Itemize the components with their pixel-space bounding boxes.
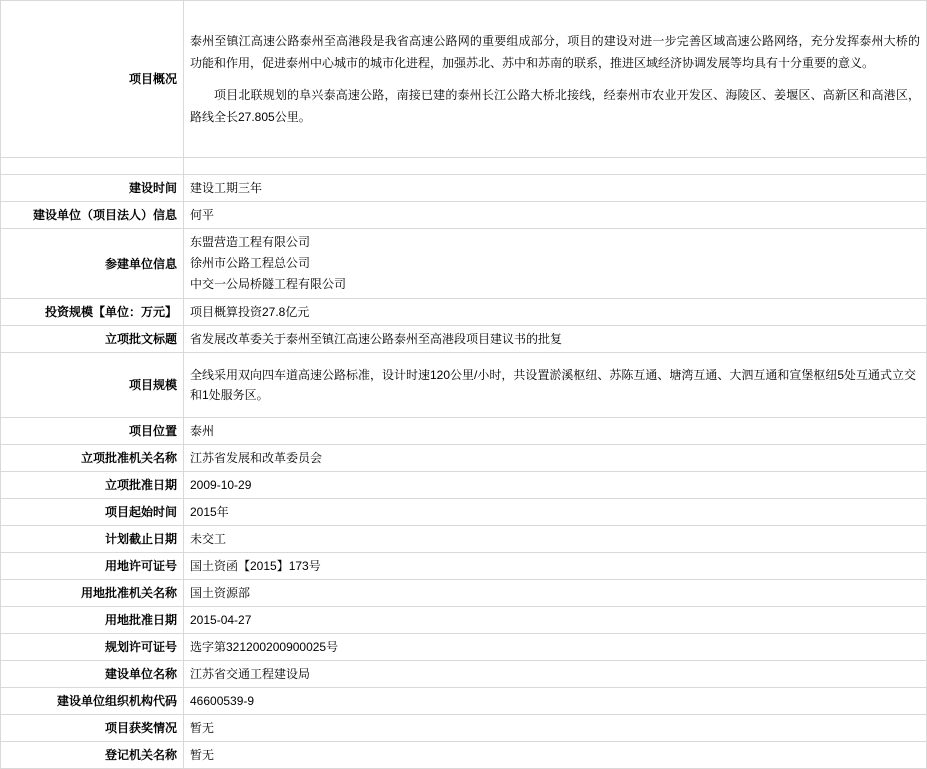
table-row [1, 688, 927, 715]
overview-paragraph-1: 泰州至镇江高速公路泰州至高港段是我省高速公路网的重要组成部分，项目的建设对进一步完善区域高速公路网络，充分发挥泰州大桥的功能和作用，促进泰州中心城市的城市化进程，加强苏北、苏中和苏南的联系，推进区域经济协调发展等均具有十分重要的意义。 [190, 34, 920, 70]
spacer-label-cell [1, 158, 184, 175]
row-label-approval-date: 立项批准日期 [1, 472, 184, 499]
row-label-org-code: 建设单位组织机构代码 [1, 688, 184, 715]
row-value-land-permit-number: 国土资函【2015】173号 [184, 553, 927, 580]
row-label-approval-authority: 立项批准机关名称 [1, 445, 184, 472]
row-value-project-scale: 全线采用双向四车道高速公路标准，设计时速120公里/小时，共设置淤溪枢纽、苏陈互通、塘湾互通、大泗互通和宣堡枢纽5处互通式立交和1处服务区。 [184, 353, 927, 418]
table-row [1, 580, 927, 607]
row-label-planning-permit-number: 规划许可证号 [1, 634, 184, 661]
table-row [1, 526, 927, 553]
table-row [1, 418, 927, 445]
table-row [1, 326, 927, 353]
table-row [1, 634, 927, 661]
row-value-project-start-time: 2015年 [184, 499, 927, 526]
row-value-approval-authority: 江苏省发展和改革委员会 [184, 445, 927, 472]
table-row [1, 229, 927, 299]
row-value-approval-date: 2009-10-29 [184, 472, 927, 499]
table-row [1, 299, 927, 326]
table-row [1, 742, 927, 769]
row-value-approval-doc-title: 省发展改革委关于泰州至镇江高速公路泰州至高港段项目建议书的批复 [184, 326, 927, 353]
table-row [1, 499, 927, 526]
table-row [1, 353, 927, 418]
row-value-org-code: 46600539-9 [184, 688, 927, 715]
row-label-participating-units: 参建单位信息 [1, 229, 184, 299]
participating-unit-line: 中交一公局桥隧工程有限公司 [190, 277, 347, 291]
row-value-participating-units [184, 229, 927, 299]
table-row [1, 175, 927, 202]
row-value-investment-scale: 项目概算投资27.8亿元 [184, 299, 927, 326]
row-value-planned-end-date: 未交工 [184, 526, 927, 553]
row-label-project-location: 项目位置 [1, 418, 184, 445]
row-label-project-scale: 项目规模 [1, 353, 184, 418]
table-row [1, 607, 927, 634]
table-row [1, 661, 927, 688]
row-value-construction-unit-name: 江苏省交通工程建设局 [184, 661, 927, 688]
spacer-row [1, 158, 927, 175]
row-value-project-location: 泰州 [184, 418, 927, 445]
row-label-construction-unit-info: 建设单位（项目法人）信息 [1, 202, 184, 229]
row-value-construction-time: 建设工期三年 [184, 175, 927, 202]
overview-paragraph-2: 项目北联规划的阜兴泰高速公路，南接已建的泰州长江公路大桥北接线，经泰州市农业开发区、海陵区、姜堰区、高新区和高港区，路线全长27.805公里。 [190, 88, 920, 124]
row-label-project-awards: 项目获奖情况 [1, 715, 184, 742]
row-value-construction-unit-info: 何平 [184, 202, 927, 229]
row-label-investment-scale: 投资规模【单位：万元】 [1, 299, 184, 326]
row-label-project-start-time: 项目起始时间 [1, 499, 184, 526]
row-label-land-approval-date: 用地批准日期 [1, 607, 184, 634]
row-value-project-overview [184, 1, 927, 158]
table-row [1, 715, 927, 742]
row-label-land-permit-number: 用地许可证号 [1, 553, 184, 580]
row-label-land-approval-authority: 用地批准机关名称 [1, 580, 184, 607]
table-row [1, 472, 927, 499]
row-value-registration-authority: 暂无 [184, 742, 927, 769]
row-label-project-overview: 项目概况 [1, 1, 184, 158]
table-row [1, 553, 927, 580]
spacer-value-cell [184, 158, 927, 175]
table-row [1, 445, 927, 472]
row-value-planning-permit-number: 选字第321200200900025号 [184, 634, 927, 661]
row-label-construction-unit-name: 建设单位名称 [1, 661, 184, 688]
row-label-registration-authority: 登记机关名称 [1, 742, 184, 769]
row-label-construction-time: 建设时间 [1, 175, 184, 202]
table-row [1, 202, 927, 229]
row-label-planned-end-date: 计划截止日期 [1, 526, 184, 553]
row-label-approval-doc-title: 立项批文标题 [1, 326, 184, 353]
row-value-land-approval-authority: 国土资源部 [184, 580, 927, 607]
participating-unit-line: 徐州市公路工程总公司 [190, 256, 311, 270]
row-value-project-awards: 暂无 [184, 715, 927, 742]
table-row [1, 1, 927, 158]
row-value-land-approval-date: 2015-04-27 [184, 607, 927, 634]
participating-unit-line: 东盟营造工程有限公司 [190, 235, 311, 249]
